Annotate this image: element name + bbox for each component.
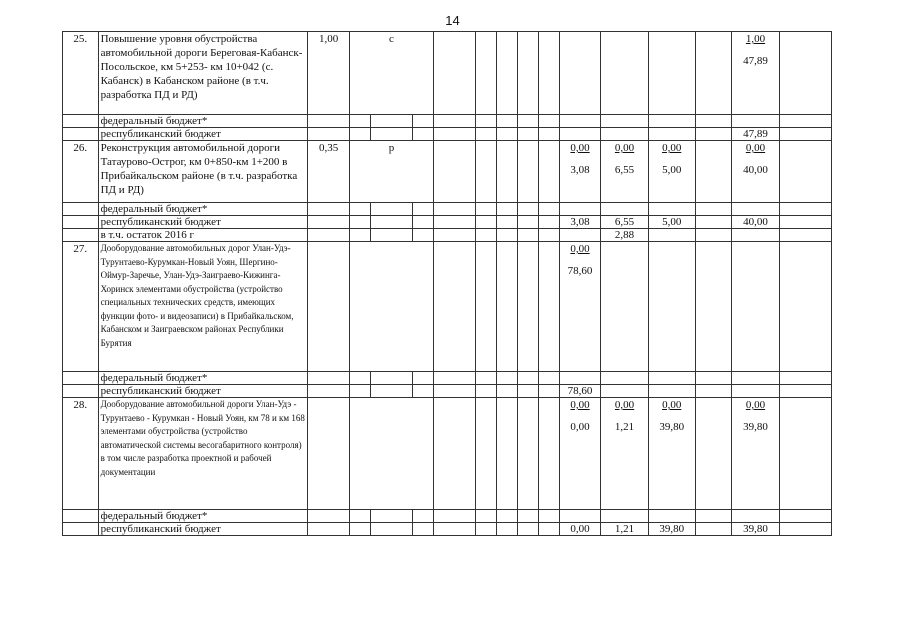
republic-total: 47,89 [732, 128, 779, 141]
object-name: Реконструкция автомобильной дороги Татаурово-Острог, км 0+850-км 1+200 в Прибайкальском районе (в т.ч. разработка ПД и РД) [98, 141, 308, 203]
value-cell [648, 398, 695, 510]
republic-value: 5,00 [648, 216, 695, 229]
object-name: Дооборудование автомобильных дорог Улан-Удэ-Турунтаево-Курумкан-Новый Уоян, Шергино-Оймур-Заречье, Улан-Удэ-Заиграево-Кижинга-Хоринск элементами обустройства (устройство специальных технических средств, имеющих функции фото- и видеозаписи) в Прибайкальском, Кабанском и Заиграевском районах Республики Бурятия [98, 242, 308, 372]
value-bottom: 6,55 [614, 164, 635, 176]
length-cell: 0,35 [308, 141, 350, 203]
source-label: в т.ч. остаток 2016 г [98, 229, 308, 242]
table-row [63, 372, 832, 385]
source-label: республиканский бюджет [98, 385, 308, 398]
table-row [63, 242, 832, 372]
value-top: 0,00 [614, 142, 635, 154]
republic-value: 3,08 [559, 216, 601, 229]
value-bottom: 39,80 [659, 421, 685, 433]
value-cell [732, 398, 779, 510]
source-label: федеральный бюджет* [98, 203, 308, 216]
table-row [63, 203, 832, 216]
type-cell: с [350, 32, 434, 115]
value-cell [559, 242, 601, 372]
value-cell [559, 141, 601, 203]
program-table [62, 31, 832, 536]
republic-value: 39,80 [732, 523, 779, 536]
page-number: 14 [445, 13, 460, 28]
value-bottom: 40,00 [743, 164, 768, 176]
value-bottom: 1,21 [614, 421, 635, 433]
republic-value: 40,00 [732, 216, 779, 229]
table-row [63, 229, 832, 242]
table-row [63, 216, 832, 229]
source-label: республиканский бюджет [98, 128, 308, 141]
total-bottom: 47,89 [743, 55, 768, 67]
value-cell [648, 141, 695, 203]
value-top: 0,00 [745, 142, 766, 154]
table-row [63, 523, 832, 536]
table-row [63, 398, 832, 510]
table-row [63, 510, 832, 523]
type-cell: р [350, 141, 434, 203]
value-bottom: 39,80 [743, 421, 768, 433]
value-top: 0,00 [570, 243, 590, 255]
value-bottom: 78,60 [567, 265, 593, 277]
value-bottom: 3,08 [570, 164, 590, 176]
value-bottom: 5,00 [662, 164, 682, 176]
row-number: 28. [63, 398, 99, 510]
republic-value: 0,00 [559, 523, 601, 536]
value-bottom: 0,00 [570, 421, 590, 433]
republic-value: 1,21 [601, 523, 648, 536]
republic-value: 39,80 [648, 523, 695, 536]
total-top: 1,00 [745, 33, 766, 45]
value-cell [601, 141, 648, 203]
row-number: 27. [63, 242, 99, 372]
object-name: Дооборудование автомобильной дороги Улан-Удэ - Турунтаево - Курумкан - Новый Уоян, км 78 и км 168 элементами обустройства (устройство автоматической системы весогабаритного контроля) в том числе разработка проектной и рабочей документации [98, 398, 308, 510]
value-top: 0,00 [662, 142, 682, 154]
table-row [63, 115, 832, 128]
source-label: федеральный бюджет* [98, 115, 308, 128]
value-top: 0,00 [614, 399, 635, 411]
table-row [63, 141, 832, 203]
value-top: 0,00 [662, 399, 682, 411]
source-label: федеральный бюджет* [98, 510, 308, 523]
value-cell [601, 398, 648, 510]
republic-value: 78,60 [559, 385, 601, 398]
source-label: республиканский бюджет [98, 216, 308, 229]
table-row [63, 128, 832, 141]
object-name: Повышение уровня обустройства автомобильной дороги Береговая-Кабанск-Посольское, км 5+253- км 10+042 (с. Кабанск) в Кабанском районе (в т.ч. разработка ПД и РД) [98, 32, 308, 115]
source-label: федеральный бюджет* [98, 372, 308, 385]
value-top: 0,00 [570, 399, 590, 411]
total-cell [732, 32, 779, 115]
value-top: 0,00 [745, 399, 766, 411]
republic-value: 6,55 [601, 216, 648, 229]
remainder-value: 2,88 [601, 229, 648, 242]
value-top: 0,00 [570, 142, 590, 154]
table-row [63, 32, 832, 115]
value-cell [732, 141, 779, 203]
table-row [63, 385, 832, 398]
row-number: 25. [63, 32, 99, 115]
source-label: республиканский бюджет [98, 523, 308, 536]
value-cell [559, 398, 601, 510]
length-cell: 1,00 [308, 32, 350, 115]
row-number: 26. [63, 141, 99, 203]
